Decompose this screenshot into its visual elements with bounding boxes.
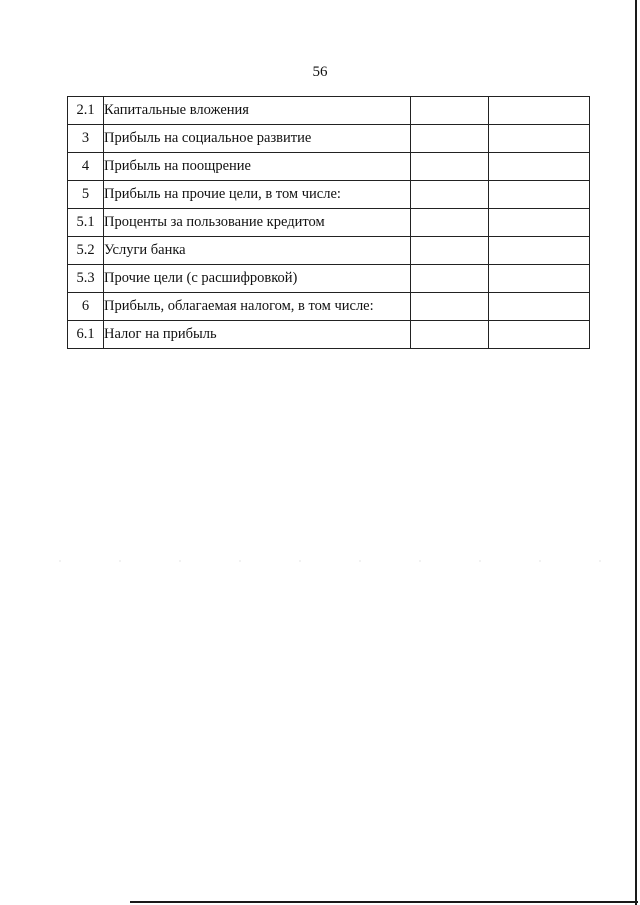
row-label: Прибыль на прочие цели, в том числе: [104,181,411,209]
value-cell-empty [489,153,590,181]
row-label: Капитальные вложения [104,97,411,125]
value-cell-empty [411,125,489,153]
profit-distribution-table [67,96,590,349]
table-row [68,293,590,321]
value-cell-empty [489,321,590,349]
table-row [68,153,590,181]
value-cell-empty [411,209,489,237]
table-row [68,321,590,349]
value-cell-empty [411,153,489,181]
value-cell-empty [411,321,489,349]
value-cell-empty [411,293,489,321]
table-row [68,97,590,125]
table-row [68,237,590,265]
row-number: 5.3 [68,265,104,293]
scan-border-right [635,0,637,905]
value-cell-empty [489,181,590,209]
row-label: Прибыль, облагаемая налогом, в том числе: [104,293,411,321]
row-label: Проценты за пользование кредитом [104,209,411,237]
scan-border-bottom [130,901,638,903]
row-number: 6 [68,293,104,321]
row-number: 2.1 [68,97,104,125]
row-label: Налог на прибыль [104,321,411,349]
table-row [68,125,590,153]
row-number: 6.1 [68,321,104,349]
row-number: 5.1 [68,209,104,237]
value-cell-empty [489,125,590,153]
row-number: 5.2 [68,237,104,265]
value-cell-empty [411,237,489,265]
value-cell-empty [489,209,590,237]
row-label: Услуги банка [104,237,411,265]
table-row [68,209,590,237]
value-cell-empty [411,181,489,209]
table-row [68,181,590,209]
scan-noise-dots [30,560,620,562]
row-label: Прибыль на поощрение [104,153,411,181]
value-cell-empty [411,265,489,293]
row-number: 3 [68,125,104,153]
value-cell-empty [489,97,590,125]
value-cell-empty [489,237,590,265]
value-cell-empty [489,293,590,321]
row-number: 5 [68,181,104,209]
value-cell-empty [411,97,489,125]
row-label: Прибыль на социальное развитие [104,125,411,153]
table-row [68,265,590,293]
row-label: Прочие цели (с расшифровкой) [104,265,411,293]
page-number: 56 [312,64,328,80]
value-cell-empty [489,265,590,293]
table-body [68,97,590,349]
row-number: 4 [68,153,104,181]
